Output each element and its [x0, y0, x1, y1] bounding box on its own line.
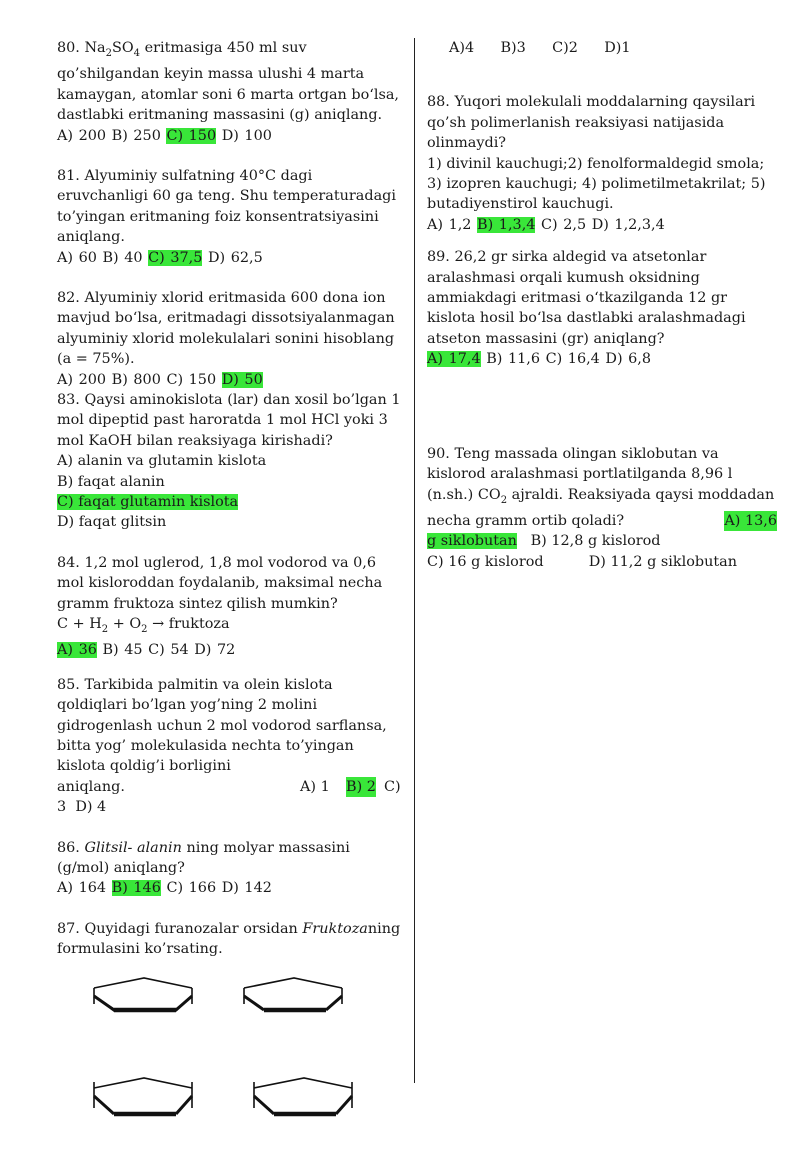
question-90-options-line2 — [427, 552, 777, 572]
q82-option-c: C) 150 — [166, 371, 217, 388]
q87-prefix: 87. Quyidagi furanozalar orsidan — [57, 920, 298, 937]
q84-option-c: C) 54 — [148, 642, 189, 659]
question-82 — [57, 288, 402, 390]
q83-option-b: B) faqat alanin — [57, 473, 165, 490]
q88-option-a: A) 1,2 — [427, 216, 472, 233]
q82-option-b: B) 800 — [111, 371, 161, 388]
question-81-options — [57, 248, 402, 268]
question-81-text: 81. Alyuminiy sulfatning 40°C dagi eruvchanligi 60 ga teng. Shu temperaturadagi to’yingan eritmaning foiz konsentratsiyasini aniqlang. — [57, 167, 396, 246]
q81-option-d: D) 62,5 — [207, 249, 263, 266]
q82-option-d-answer: D) 50 — [221, 371, 263, 388]
question-89-text: 89. 26,2 gr sirka aldegid va atsetonlar aralashmasi orqali kumush oksidning ammiakdagi eritmasi o‘tkazilganda 12 gr kislota hosil bo‘lsa dastlabki aralashmadagi atseton massasini (gr) aniqlang? — [427, 249, 746, 347]
question-88-text: 88. Yuqori molekulali moddalarning qaysilari qo’sh polimerlanish reaksiyasi natijasida olinmaydi? — [427, 94, 756, 152]
question-88-options — [427, 215, 777, 235]
q82-option-a: A) 200 — [57, 371, 107, 388]
q84-option-d: D) 72 — [194, 642, 236, 659]
q86-option-d: D) 142 — [221, 880, 272, 897]
q86-question: ning molyar massasini (g/mol) aniqlang? — [57, 839, 350, 876]
q90-option-c: C) 16 g kislorod — [427, 553, 544, 570]
question-83 — [57, 390, 402, 533]
question-89 — [427, 247, 777, 369]
question-86-options — [57, 878, 402, 898]
question-82-text: 82. Alyuminiy xlorid eritmasida 600 dona ion mavjud bo‘lsa, eritmadagi dissotsiyalanmagan alyuminiy xlorid molekulalari sonini hisoblang (a = 75%). — [57, 289, 395, 368]
q88-option-b-answer: B) 1,3,4 — [477, 216, 536, 233]
q87-option-d: D)1 — [604, 40, 631, 56]
furanose-ring-3 — [92, 1074, 197, 1129]
q90-option-d: D) 11,2 g siklobutan — [588, 553, 737, 570]
question-88-list: 1) divinil kauchugi;2) fenolformaldegid smola; 3) izopren kauchugi; 4) polimetilmetakrilat; 5) butadiyenstirol kauchugi. — [427, 155, 766, 213]
q80-option-d: D) 100 — [221, 127, 272, 144]
furanose-ring-1 — [92, 974, 197, 1024]
q88-option-d: D) 1,2,3,4 — [591, 216, 665, 233]
question-85-options-line2 — [57, 797, 402, 817]
question-84-options — [57, 640, 402, 660]
q81-option-c-answer: C) 37,5 — [148, 249, 203, 266]
q86-compound: Glitsil- alanin — [84, 839, 182, 856]
q87-option-a: A)4 — [449, 40, 475, 56]
q85-option-c: C) — [384, 778, 401, 795]
q83-option-c-answer: C) faqat glutamin kislota — [57, 494, 239, 510]
q90-option-a-answer-part2: g siklobutan — [427, 533, 517, 550]
q81-option-b: B) 40 — [102, 249, 143, 266]
question-85-options-line: aniqlang. A) 1 B) 2 C) — [57, 777, 402, 797]
q84-option-b: B) 45 — [102, 642, 143, 659]
question-87-text — [57, 919, 402, 960]
q85-option-d: D) 4 — [75, 799, 107, 816]
question-89-options — [427, 349, 777, 369]
question-80 — [57, 38, 402, 146]
q87-compound: Fruktoza — [302, 920, 368, 937]
q87-rest: ning formulasini ko’rsating. — [57, 920, 401, 958]
question-82-options — [57, 370, 402, 390]
q87-option-b: B)3 — [500, 40, 526, 56]
q83-option-d: D) faqat glitsin — [57, 514, 167, 531]
question-88 — [427, 92, 777, 235]
q80-option-c-answer: C) 150 — [166, 127, 217, 144]
question-80-text: 80. $Na_2SO_4$ eritmasiga 450 ml suv qo’shilgandan keyin massa ulushi 4 marta kamaygan, atomlar soni 6 marta ortgan bo‘lsa, dastlabki eritmaning massasini (g) aniqlang. — [57, 40, 399, 124]
right-column — [427, 38, 777, 572]
question-85-text: 85. Tarkibida palmitin va olein kislota qoldiqlari bo’lgan yog’ning 2 molini gidrogenlash uchun 2 mol vodorod sarflansa, bitta yog’ molekulasida nechta to’yingan kislota qoldig’i borligini — [57, 676, 387, 775]
question-90-text: 90. Teng massada olingan siklobutan va kislorod aralashmasi portlatilganda 8,96 l (n.sh.) $CO_2$ ajraldi. Reaksiyada qaysi moddadan necha gramm ortib qoladi? A) 13,6 — [427, 444, 777, 532]
q80-option-b: B) 250 — [111, 127, 161, 144]
q85-option-c-value: 3 — [57, 799, 67, 816]
q89-option-d: D) 6,8 — [605, 351, 652, 368]
q90-option-a-answer-part1: A) 13,6 — [724, 511, 777, 531]
q80-option-a: A) 200 — [57, 127, 107, 144]
question-81 — [57, 166, 402, 268]
q84-option-a-answer: A) 36 — [57, 642, 97, 659]
q86-option-b-answer: B) 146 — [111, 880, 161, 897]
question-86-text — [57, 838, 402, 879]
question-87 — [57, 919, 402, 1154]
question-84-text: 84. 1,2 mol uglerod, 1,8 mol vodorod va 0,6 mol kisloroddan foydalanib, maksimal necha gramm fruktoza sintez qilish mumkin? — [57, 554, 383, 612]
question-86 — [57, 838, 402, 899]
question-84 — [57, 553, 402, 661]
question-85 — [57, 675, 402, 818]
question-80-options — [57, 126, 402, 146]
column-divider — [414, 38, 415, 1083]
q83-option-a: A) alanin va glutamin kislota — [57, 453, 267, 470]
question-87-options — [427, 38, 777, 58]
furanose-ring-4 — [252, 1074, 357, 1129]
q85-option-b-answer: B) 2 — [346, 777, 376, 797]
q87-option-c: C)2 — [552, 40, 578, 56]
q85-option-a: A) 1 — [300, 778, 330, 795]
q89-option-a-answer: A) 17,4 — [427, 351, 481, 368]
question-90 — [427, 444, 777, 572]
left-column — [57, 38, 402, 1154]
q89-option-b: B) 11,6 — [486, 351, 541, 368]
q88-option-c: C) 2,5 — [541, 216, 587, 233]
furanose-ring-2 — [242, 974, 347, 1024]
q89-option-c: C) 16,4 — [545, 351, 600, 368]
q86-option-a: A) 164 — [57, 880, 107, 897]
question-84-reaction: $C + H_2 + O_2$ → fruktoza — [57, 616, 230, 635]
furanose-structures — [57, 974, 402, 1154]
q90-option-b: B) 12,8 g kislorod — [530, 533, 661, 550]
question-90-options-line1 — [427, 531, 777, 551]
question-83-text: 83. Qaysi aminokislota (lar) dan xosil bo’lgan 1 mol dipeptid past haroratda 1 mol HCl yoki 3 mol KaOH bilan reaksiyaga kirishadi? — [57, 391, 401, 449]
q86-number: 86. — [57, 839, 80, 856]
q81-option-a: A) 60 — [57, 249, 97, 266]
q86-option-c: C) 166 — [166, 880, 217, 897]
